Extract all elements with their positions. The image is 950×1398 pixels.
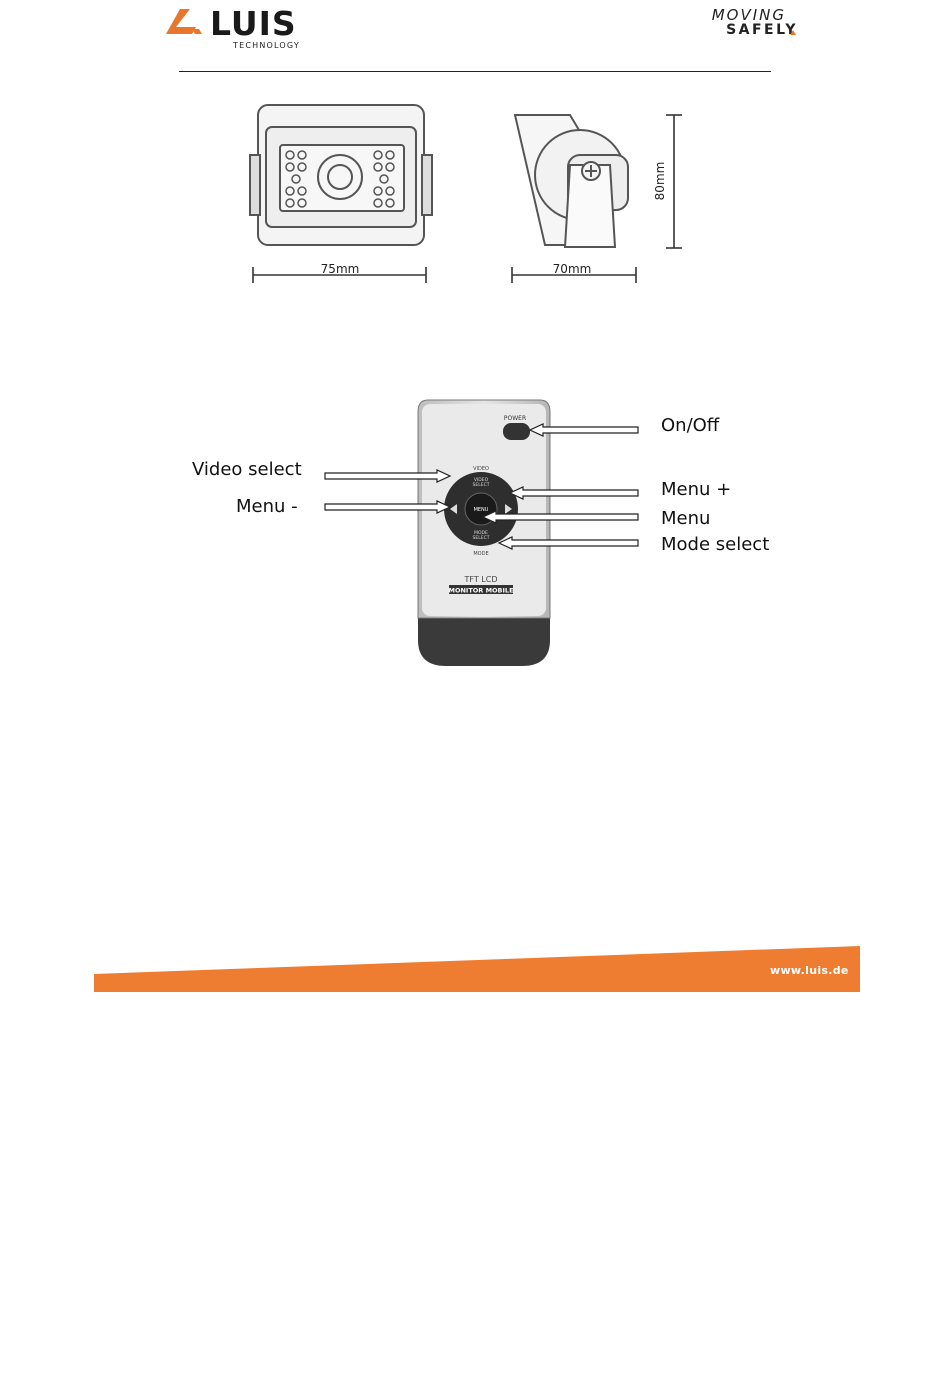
depth-dimension-label: 70mm: [552, 262, 592, 276]
header-divider: [179, 71, 771, 72]
video-text: VIDEO: [473, 466, 489, 472]
model-line2: MONITOR MOBILE: [448, 586, 514, 595]
mode-select-text-1: MODE: [474, 531, 488, 536]
callout-on-off: On/Off: [661, 415, 720, 436]
tagline-moving: MOVING: [711, 6, 786, 24]
callout-video-select: Video select: [192, 459, 302, 480]
menu-button-text: MENU: [473, 507, 489, 513]
video-select-text-1: VIDEO: [473, 478, 489, 483]
power-button: [503, 423, 530, 440]
luis-logo-mark-icon: [166, 9, 202, 41]
model-line1: TFT LCD: [464, 575, 498, 584]
camera-side-view: [515, 115, 628, 247]
brand-name: LUIS: [210, 4, 297, 43]
camera-front-view: [250, 105, 432, 245]
callout-menu-minus: Menu -: [236, 496, 298, 517]
callout-menu-plus: Menu +: [661, 479, 732, 500]
power-button-text: POWER: [503, 415, 527, 422]
brand-logo: [166, 6, 316, 54]
remote-control-drawing: [160, 390, 660, 680]
video-select-text-2: SELECT: [472, 483, 490, 488]
height-dimension-label: 80mm: [653, 161, 667, 201]
camera-dimension-drawing: [240, 95, 700, 295]
tagline-triangle-icon: [790, 30, 796, 35]
callout-mode-select: Mode select: [661, 534, 770, 555]
callout-menu: Menu: [661, 508, 711, 529]
tagline-safely: SAFELY: [726, 22, 798, 38]
footer-url[interactable]: www.luis.de: [770, 964, 849, 977]
mode-text: MODE: [473, 551, 489, 557]
width-dimension-label: 75mm: [320, 262, 360, 276]
brand-subtitle: TECHNOLOGY: [233, 41, 300, 50]
mode-select-text-2: SELECT: [472, 536, 490, 541]
footer-banner: [94, 946, 860, 992]
